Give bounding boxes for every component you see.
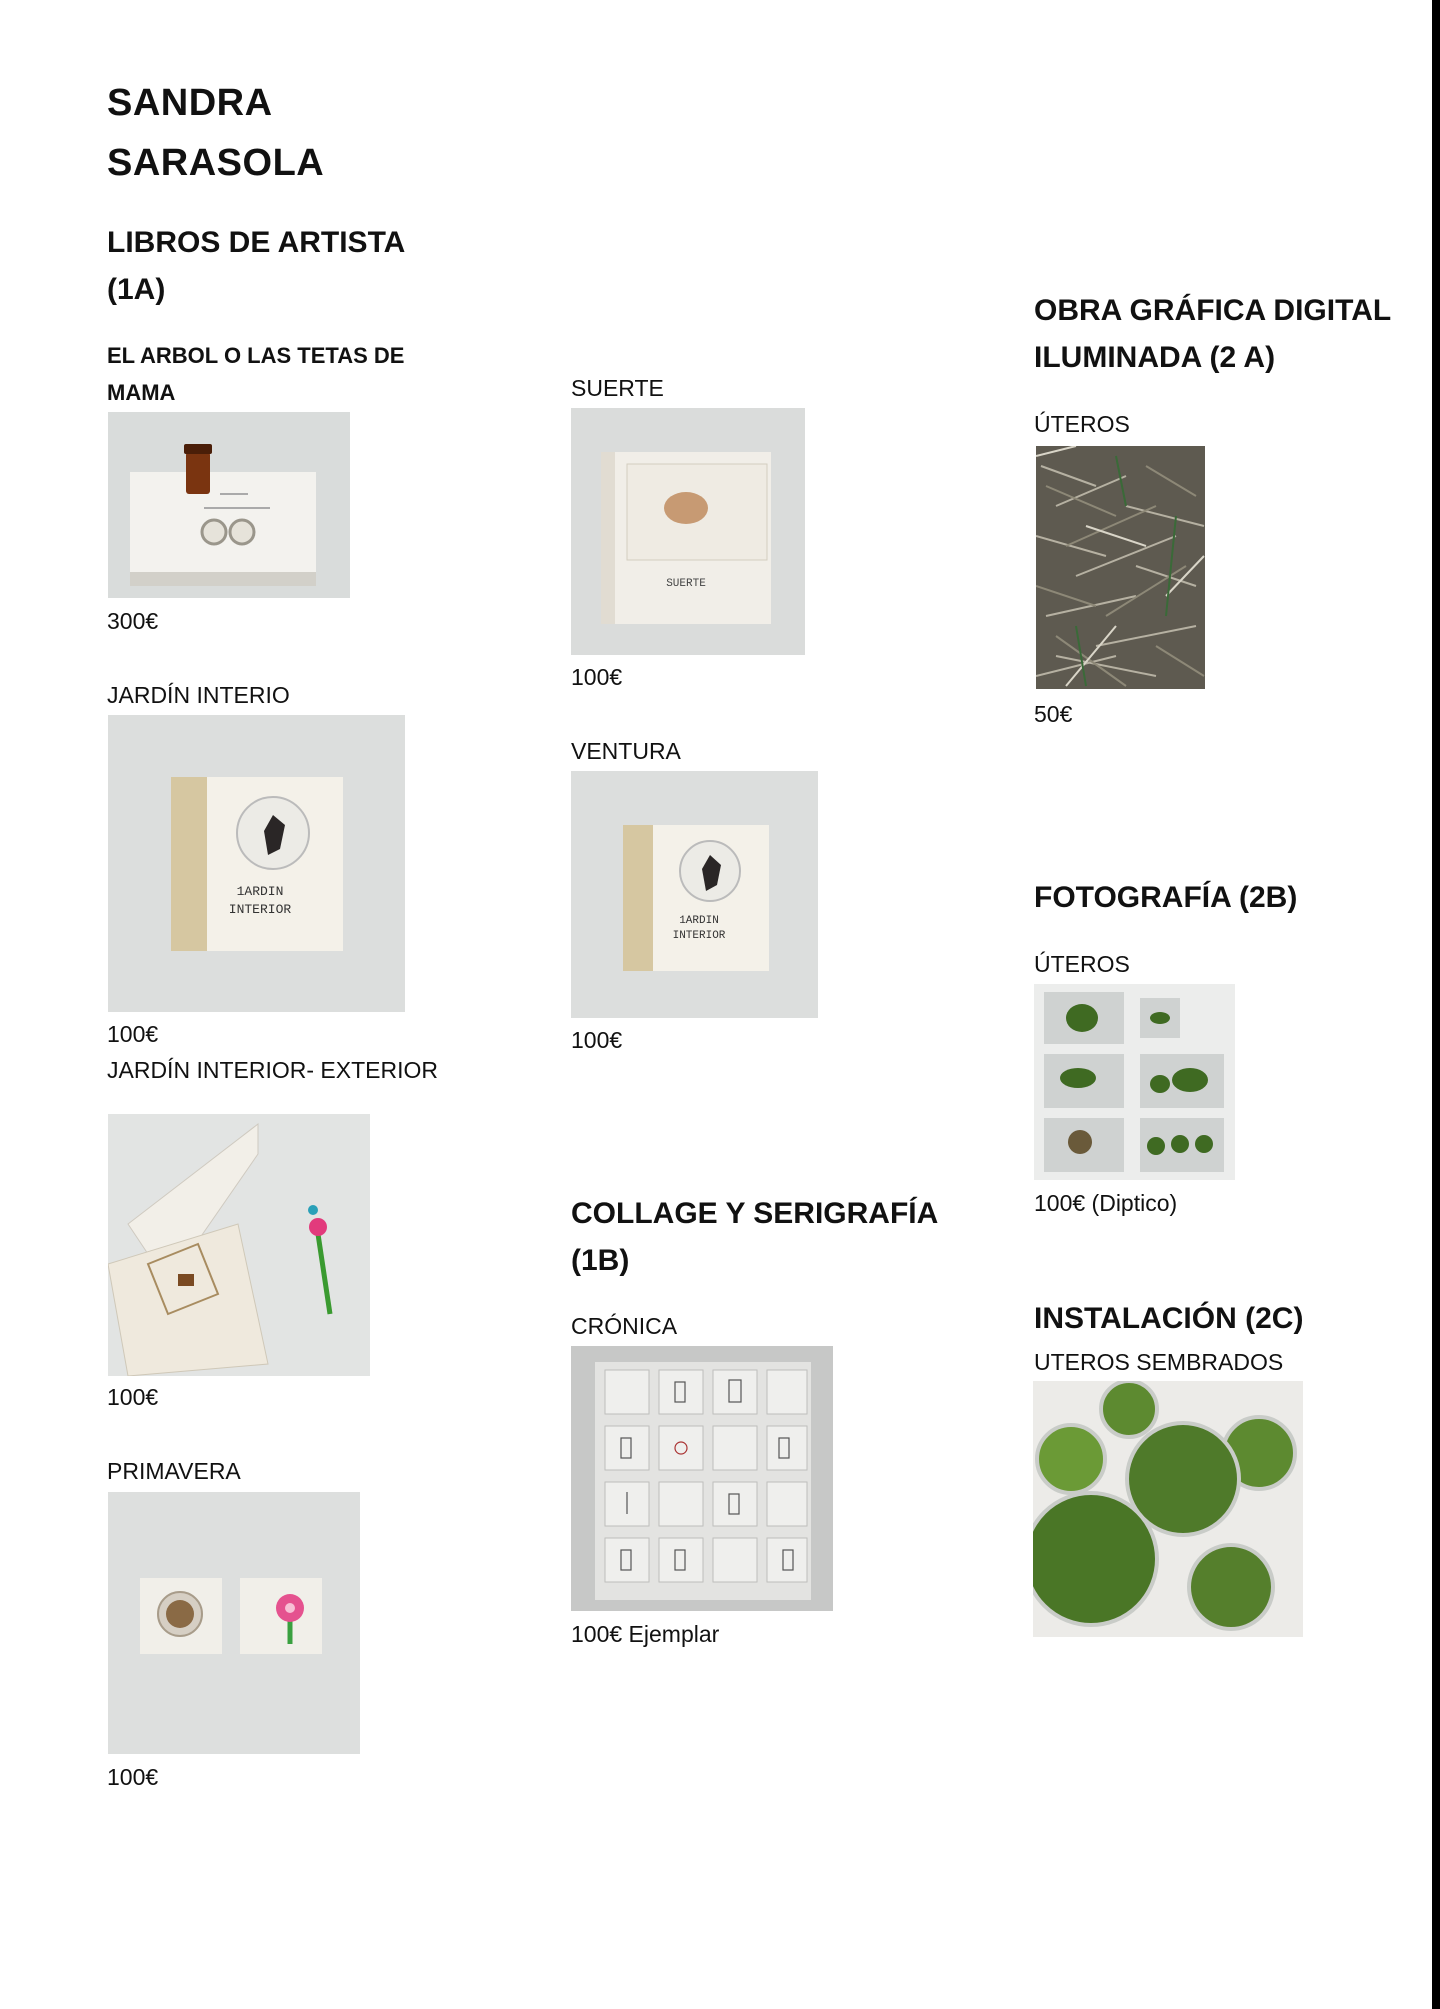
price-suerte: 100€	[571, 664, 623, 690]
work-title-suerte: SUERTE	[571, 375, 664, 401]
price-jardin-interior-exterior: 100€	[107, 1384, 159, 1410]
section-heading-instalacion: INSTALACIÓN (2C)	[1034, 1302, 1304, 1335]
work-title-uteros-print: ÚTEROS	[1034, 411, 1130, 437]
cover-text-line2: INTERIOR	[228, 902, 292, 917]
price-primavera: 100€	[107, 1764, 159, 1790]
price-uteros-photo: 100€ (Diptico)	[1034, 1190, 1178, 1216]
cronica-grid-image	[571, 1346, 833, 1611]
jardin-interior-book-image	[108, 715, 405, 1012]
work-title-uteros-photo: ÚTEROS	[1034, 951, 1130, 977]
work-title-arbol-line2: MAMA	[107, 380, 176, 405]
section-heading-obra-line2: ILUMINADA (2 A)	[1034, 341, 1276, 374]
uteros-photo-grid-image	[1034, 984, 1235, 1180]
artist-book-with-jar-image	[108, 412, 350, 598]
work-title-primavera: PRIMAVERA	[107, 1458, 241, 1484]
work-title-arbol-line1: EL ARBOL O LAS TETAS DE	[107, 343, 405, 368]
section-heading-libros-line2: (1A)	[107, 273, 166, 306]
cover-text-suerte: SUERTE	[666, 578, 706, 590]
price-arbol: 300€	[107, 608, 159, 634]
section-heading-obra-line1: OBRA GRÁFICA DIGITAL	[1034, 294, 1392, 327]
price-ventura: 100€	[571, 1027, 623, 1053]
moss-petri-dishes-image	[1033, 1381, 1303, 1637]
section-heading-collage-line1: COLLAGE Y SERIGRAFÍA	[571, 1197, 939, 1230]
folded-book-with-flower-image	[108, 1114, 370, 1376]
ventura-book-image	[571, 771, 818, 1018]
uteros-grass-print-image	[1036, 446, 1205, 689]
work-title-jardin-interior-exterior: JARDÍN INTERIOR- EXTERIOR	[107, 1057, 438, 1083]
suerte-book-image	[571, 408, 805, 655]
cover-text-line2: INTERIOR	[672, 930, 726, 942]
section-heading-fotografia: FOTOGRAFÍA (2B)	[1034, 881, 1298, 914]
cover-text-line1: 1ARDIN	[236, 884, 284, 899]
work-title-cronica: CRÓNICA	[571, 1313, 678, 1339]
primavera-cards-image	[108, 1492, 360, 1754]
price-uteros-print: 50€	[1034, 701, 1073, 727]
price-cronica: 100€ Ejemplar	[571, 1621, 720, 1647]
cover-text-line1: 1ARDIN	[679, 915, 719, 927]
section-heading-collage-line2: (1B)	[571, 1244, 630, 1277]
work-title-uteros-sembrados: UTEROS SEMBRADOS	[1034, 1349, 1284, 1375]
work-title-ventura: VENTURA	[571, 738, 681, 764]
price-jardin-interio: 100€	[107, 1021, 159, 1047]
artist-first-name: SANDRA	[107, 82, 273, 124]
work-title-jardin-interio: JARDÍN INTERIO	[107, 682, 290, 708]
artist-last-name: SARASOLA	[107, 142, 325, 184]
section-heading-libros-line1: LIBROS DE ARTISTA	[107, 226, 406, 259]
